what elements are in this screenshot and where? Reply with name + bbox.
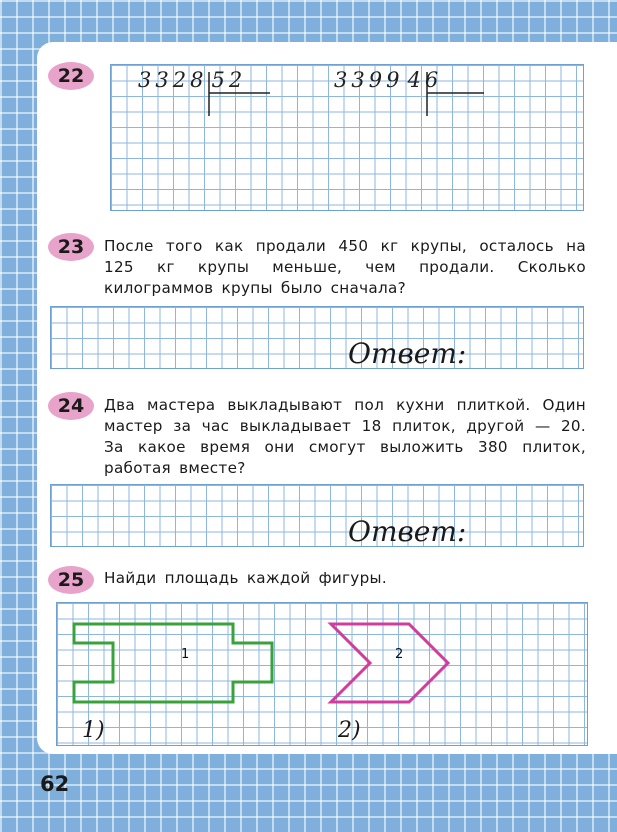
task-24-answer-label: Ответ: xyxy=(348,515,467,548)
division-1-divisor: 52 xyxy=(211,68,247,92)
task-23-text: После того как продали 450 кг крупы, осталось на 125 кг крупы меньше, чем продали. Сколько килограммов крупы было сначала? xyxy=(104,237,586,297)
task-25-badge: 25 xyxy=(48,566,94,594)
division-2-divisor: 46 xyxy=(407,68,443,92)
division-1-dividend: 3328 xyxy=(138,68,208,92)
task-24-text: Два мастера выкладывают пол кухни плиткой. Один мастер за час выкладывает 18 плиток, другой — 20. За какое время они смогут выложить 380 плиток, работая вместе? xyxy=(104,396,586,477)
page-number: 62 xyxy=(40,772,70,796)
task-25-text: Найди площадь каждой фигуры. xyxy=(104,569,387,587)
task-23-answer-label: Ответ: xyxy=(348,337,467,370)
figure-2-label: 2 xyxy=(395,647,404,662)
figure-1-label: 1 xyxy=(181,647,190,662)
task-23-badge: 23 xyxy=(48,233,94,261)
task-22-badge: 22 xyxy=(48,62,94,90)
division-2-dividend: 3399 xyxy=(334,68,404,92)
task-24-badge: 24 xyxy=(48,392,94,420)
figure-1-answer-label: 1) xyxy=(82,718,105,743)
figure-2-answer-label: 2) xyxy=(338,718,361,743)
